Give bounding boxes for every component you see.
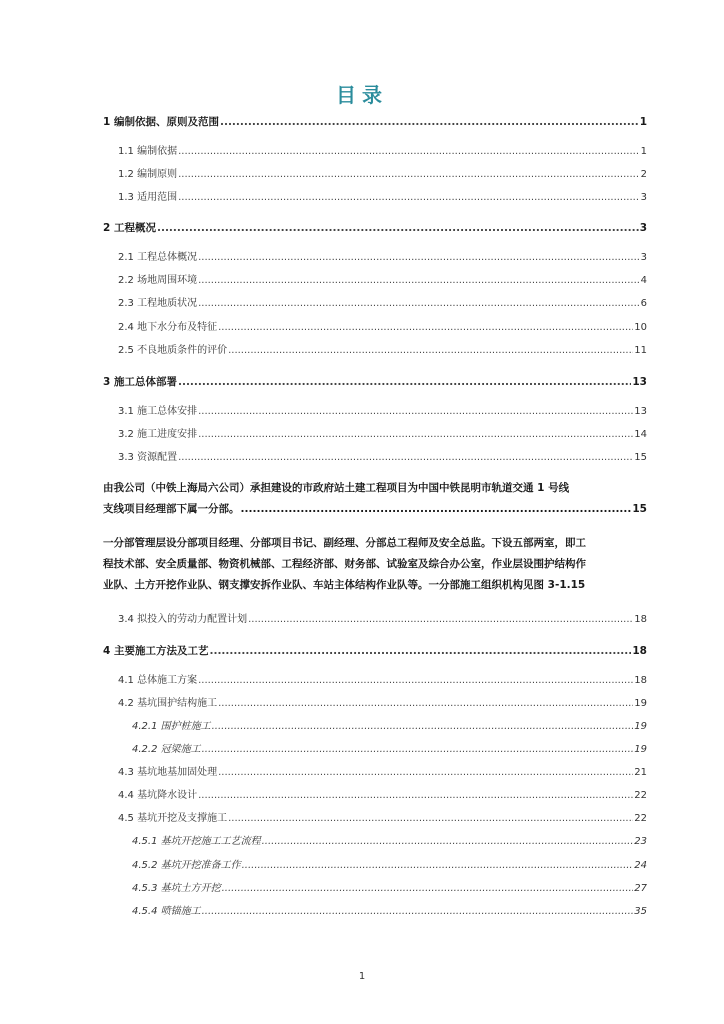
toc-entry-label: 1 编制依据、原则及范围 (103, 116, 219, 128)
dot-leader (242, 857, 634, 875)
toc-entry-label: 1.2 编制原则 (118, 169, 178, 180)
dot-leader (178, 373, 631, 391)
toc-entry-page: 3 (640, 252, 647, 263)
toc-paragraph-line: 支线项目经理部下属一分部。 (103, 503, 240, 515)
toc-entry-label: 3 施工总体部署 (103, 376, 177, 388)
dot-leader (178, 143, 640, 161)
toc-entry-label: 4.4 基坑降水设计 (118, 790, 198, 801)
toc-entry-level2[interactable] (118, 166, 647, 184)
toc-entry-label: 4.5.2 基坑开挖准备工作 (132, 860, 241, 871)
toc-entry-label: 3.4 拟投入的劳动力配置计划 (118, 614, 248, 625)
toc-entry-label: 2.3 工程地质状况 (118, 298, 198, 309)
toc-entry-label: 2.5 不良地质条件的评价 (118, 345, 228, 356)
toc-entry-page: 1 (639, 116, 647, 128)
toc-entry-page: 18 (634, 675, 647, 686)
toc-entry-level1[interactable] (103, 642, 647, 660)
toc-entry-label: 3.2 施工进度安排 (118, 429, 198, 440)
toc-entry-level3[interactable] (132, 903, 647, 921)
toc-entry-level2[interactable] (118, 764, 647, 782)
dot-leader (202, 903, 634, 921)
toc-paragraph-line: 一分部管理层设分部项目经理、分部项目书记、副经理、分部总工程师及安全总监。下设五部两室，即工 (103, 537, 586, 549)
dot-leader (220, 113, 639, 131)
dot-leader (198, 672, 633, 690)
toc-entry-page: 35 (634, 906, 647, 917)
dot-leader (228, 342, 633, 360)
toc-entry-label: 2.4 地下水分布及特征 (118, 322, 218, 333)
toc-entry-level2[interactable] (118, 342, 647, 360)
toc-entry-label: 4.2.2 冠梁施工 (132, 744, 201, 755)
toc-entry-level3[interactable] (132, 880, 647, 898)
toc-entry-page: 13 (632, 376, 647, 388)
toc-entry-level2[interactable] (118, 143, 647, 161)
toc-entry-label: 4.2 基坑围护结构施工 (118, 698, 218, 709)
dot-leader (212, 718, 634, 736)
dot-leader (198, 295, 640, 313)
dot-leader (218, 319, 633, 337)
toc-entry-label: 2.2 场地周围环境 (118, 275, 198, 286)
toc-entry-page: 11 (634, 345, 647, 356)
toc-entry-page: 3 (639, 222, 647, 234)
toc-entry-label: 4.5.3 基坑土方开挖 (132, 883, 221, 894)
toc-entry-page: 18 (632, 645, 647, 657)
toc-entry-level3[interactable] (132, 718, 647, 736)
toc-entry-level2[interactable] (118, 695, 647, 713)
toc-entry-label: 2.1 工程总体概况 (118, 252, 198, 263)
dot-leader (218, 695, 633, 713)
dot-leader (178, 166, 640, 184)
dot-leader (248, 611, 633, 629)
toc-entry-level2[interactable] (118, 189, 647, 207)
toc-entry-page: 15 (632, 503, 647, 515)
dot-leader (198, 426, 633, 444)
toc-entry-page: 4 (640, 275, 647, 286)
toc-entry-page: 1 (640, 146, 647, 157)
toc-entry-page: 2 (640, 169, 647, 180)
dot-leader (198, 787, 633, 805)
toc-entry-page: 24 (634, 860, 647, 871)
toc-entry-page: 21 (634, 767, 647, 778)
dot-leader (178, 449, 633, 467)
toc-entry-level3[interactable] (132, 741, 647, 759)
toc-entry-page: 13 (634, 406, 647, 417)
toc-entry-label: 4 主要施工方法及工艺 (103, 645, 209, 657)
dot-leader (202, 741, 634, 759)
toc-entry-level1[interactable] (103, 219, 647, 237)
toc-paragraph-entry[interactable] (103, 533, 647, 596)
toc-entry-label: 4.1 总体施工方案 (118, 675, 198, 686)
toc-entry-level2[interactable] (118, 672, 647, 690)
toc-paragraph-entry[interactable] (103, 478, 647, 520)
page-number: 1 (358, 971, 366, 982)
toc-entry-level2[interactable] (118, 403, 647, 421)
toc-entry-page: 15 (634, 452, 647, 463)
toc-entry-level1[interactable] (103, 113, 647, 131)
toc-entry-level2[interactable] (118, 272, 647, 290)
dot-leader (209, 642, 631, 660)
dot-leader (198, 249, 640, 267)
dot-leader (198, 403, 633, 421)
toc-entry-label: 4.5.4 喷锚施工 (132, 906, 201, 917)
toc-entry-level2[interactable] (118, 611, 647, 629)
toc-paragraph-line: 程技术部、安全质量部、物资机械部、工程经济部、财务部、试验室及综合办公室，作业层设围护结构作 (103, 558, 586, 570)
dot-leader (262, 833, 634, 851)
toc-entry-label: 4.5.1 基坑开挖施工工艺流程 (132, 836, 261, 847)
toc-entry-level2[interactable] (118, 295, 647, 313)
toc-entry-label: 1.1 编制依据 (118, 146, 178, 157)
toc-entry-label: 4.5 基坑开挖及支撑施工 (118, 813, 228, 824)
toc-entry-level1[interactable] (103, 373, 647, 391)
dot-leader (198, 272, 640, 290)
toc-entry-level2[interactable] (118, 319, 647, 337)
toc-entry-page: 22 (634, 813, 647, 824)
toc-entry-page: 6 (640, 298, 647, 309)
toc-entry-label: 3.3 资源配置 (118, 452, 178, 463)
toc-entry-page: 23 (634, 836, 647, 847)
toc-entry-page: 19 (634, 744, 647, 755)
toc-entry-level2[interactable] (118, 426, 647, 444)
toc-entry-level2[interactable] (118, 249, 647, 267)
toc-entry-label: 4.3 基坑地基加固处理 (118, 767, 218, 778)
toc-entry-page: 10 (634, 322, 647, 333)
toc-entry-page: 3 (640, 192, 647, 203)
toc-entry-level3[interactable] (132, 833, 647, 851)
toc-entry-label: 1.3 适用范围 (118, 192, 178, 203)
dot-leader (241, 499, 632, 520)
dot-leader (222, 880, 634, 898)
toc-entry-page: 22 (634, 790, 647, 801)
toc-entry-label: 2 工程概况 (103, 222, 156, 234)
toc-entry-page: 14 (634, 429, 647, 440)
toc-entry-level2[interactable] (118, 787, 647, 805)
toc-entry-level3[interactable] (132, 857, 647, 875)
toc-entry-level2[interactable] (118, 449, 647, 467)
dot-leader (178, 189, 640, 207)
dot-leader (228, 810, 633, 828)
toc-entry-label: 4.2.1 围护桩施工 (132, 721, 211, 732)
toc-entry-level2[interactable] (118, 810, 647, 828)
toc-paragraph-line: 业队、土方开挖作业队、钢支撑安拆作业队、车站主体结构作业队等。一分部施工组织机构见图 3-1.15 (103, 579, 586, 591)
page-title: 目录 (336, 83, 388, 107)
toc-entry-page: 27 (634, 883, 647, 894)
dot-leader (218, 764, 633, 782)
toc-paragraph-line: 由我公司（中铁上海局六公司）承担建设的市政府站土建工程项目为中国中铁昆明市轨道交通 1 号线 (103, 482, 570, 494)
dot-leader (157, 219, 639, 237)
toc-entry-label: 3.1 施工总体安排 (118, 406, 198, 417)
toc-entry-page: 19 (634, 721, 647, 732)
toc-entry-page: 18 (634, 614, 647, 625)
toc-entry-page: 19 (634, 698, 647, 709)
